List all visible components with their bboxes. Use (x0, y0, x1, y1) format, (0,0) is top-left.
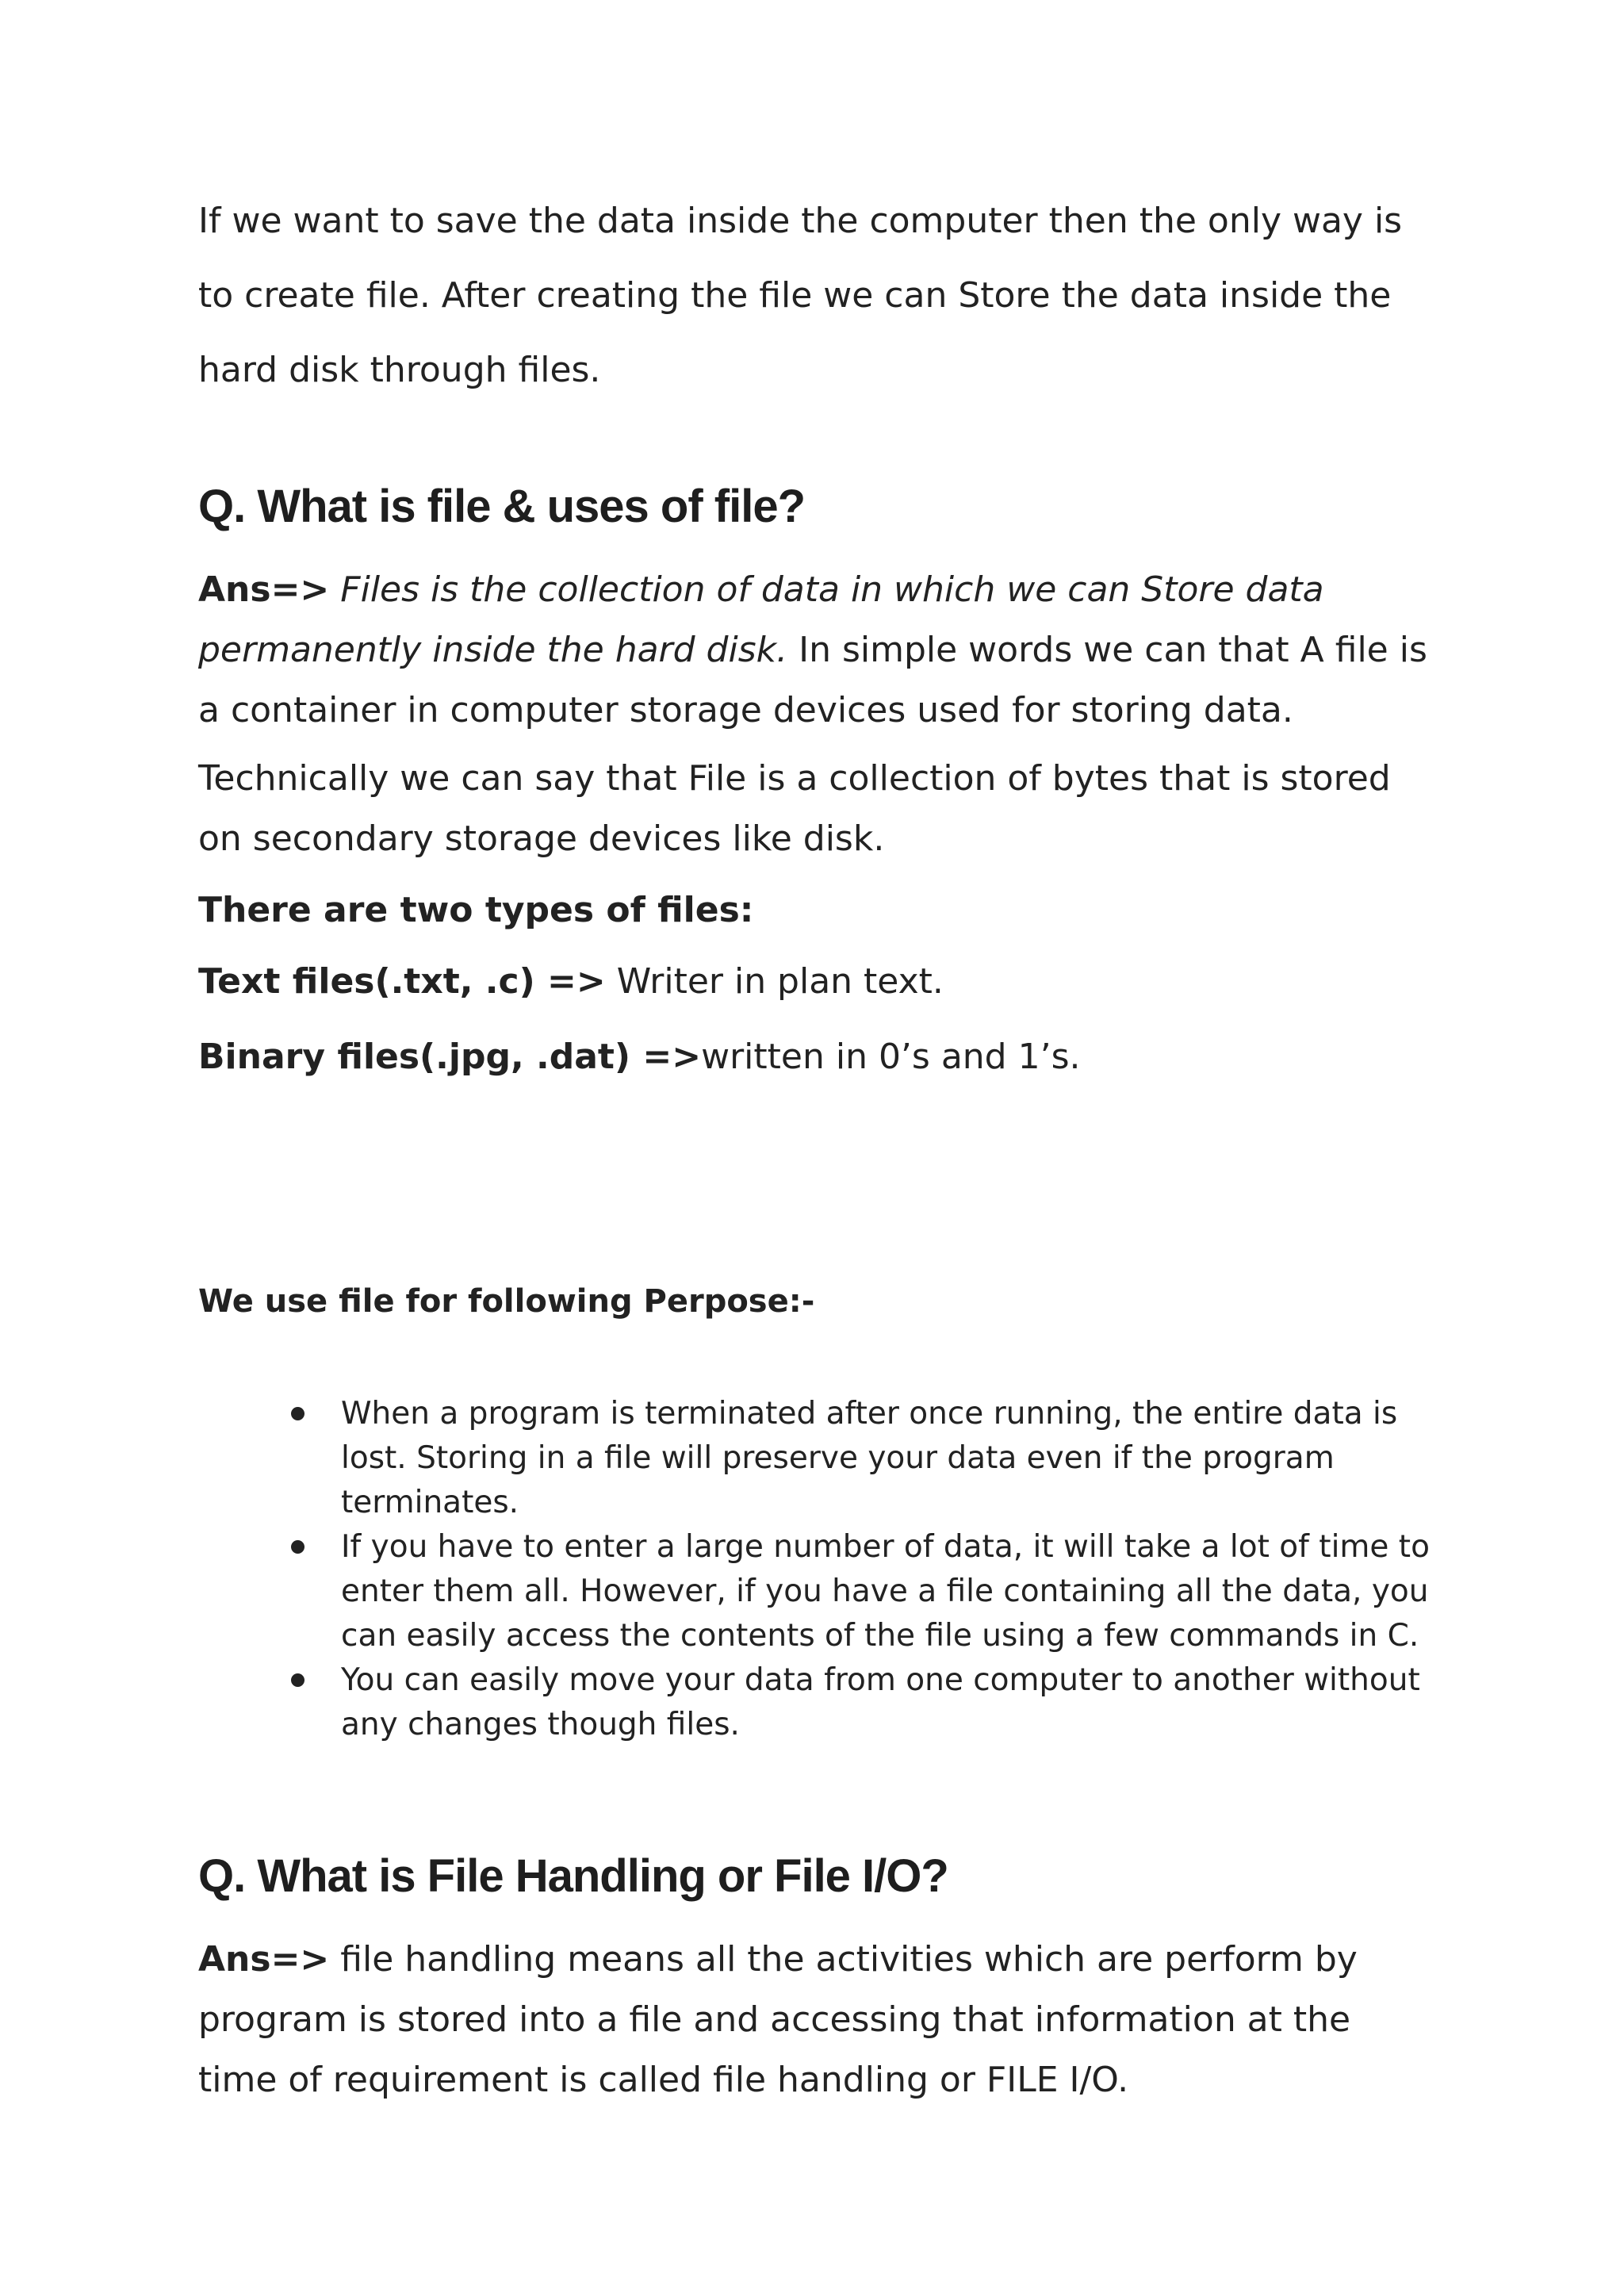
answer-label: Ans=> (198, 569, 330, 610)
file-types-heading-text: There are two types of files: (198, 890, 754, 930)
technical-definition-paragraph: Technically we can say that File is a collection of bytes that is stored on secondary storage devices like disk. (198, 758, 1391, 859)
file-types-heading (198, 887, 753, 934)
text-files-label: Text files(.txt, .c) => (198, 961, 606, 1002)
purpose-bullet-list (198, 1392, 1435, 1747)
list-item (198, 1392, 1435, 1525)
list-item (198, 1525, 1435, 1658)
bullet-text: If you have to enter a large number of data, it will take a lot of time to enter them all. However, if you have a file containing all the data, you can easily access the contents of the file using a few commands in C. (341, 1529, 1430, 1654)
section-heading-file-handling: Q. What is File Handling or File I/O? (198, 1850, 948, 1902)
bullet-dot-icon (291, 1540, 304, 1554)
answer-definition-rest: In simple words we can that A file is a container in computer storage devices used for storing data. (198, 630, 1427, 730)
bullet-dot-icon (291, 1407, 304, 1420)
answer-label: Ans=> (198, 1939, 330, 1980)
text-files-line (198, 958, 944, 1006)
bullet-text: When a program is terminated after once running, the entire data is lost. Storing in a file will preserve your data even if the program terminates. (341, 1396, 1398, 1520)
bullet-text: You can easily move your data from one computer to another without any changes though files. (341, 1662, 1420, 1742)
binary-files-line (198, 1033, 1081, 1081)
answer-paragraph-file-handling (198, 1930, 1435, 2110)
binary-files-description: written in 0’s and 1’s. (701, 1037, 1081, 1077)
purpose-heading: We use file for following Perpose:- (198, 1283, 815, 1320)
list-item (198, 1658, 1435, 1747)
answer-definition-italic: Files is the collection of data in which we can Store data permanently inside the hard disk. (198, 569, 1324, 670)
text-files-description: Writer in plan text. (605, 961, 944, 1002)
answer-file-handling-text: file handling means all the activities which are perform by program is stored into a file and accessing that information at the time of requirement is called file handling or FILE I/O. (198, 1939, 1358, 2100)
binary-files-label: Binary files(.jpg, .dat) => (198, 1037, 702, 1077)
section-heading-file-uses: Q. What is file & uses of file? (198, 481, 805, 532)
bullet-dot-icon (291, 1673, 304, 1687)
answer-paragraph-file-definition (198, 560, 1435, 741)
intro-paragraph: If we want to save the data inside the computer then the only way is to create file. After creating the file we can Store the data inside the hard disk through files. (198, 201, 1403, 390)
